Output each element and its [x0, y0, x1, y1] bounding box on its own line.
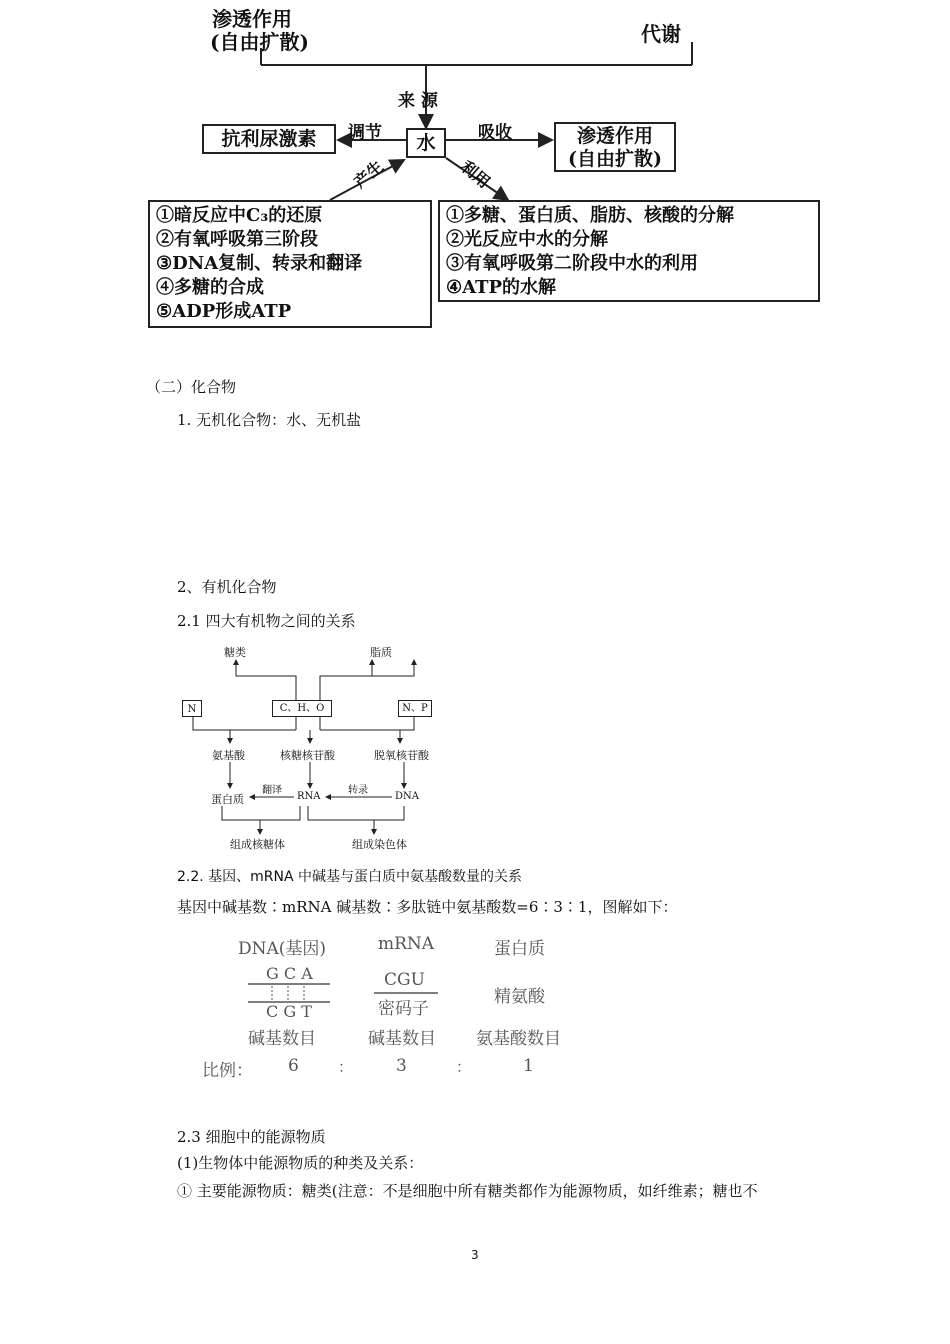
- section-compounds-heading: （二）化合物: [146, 378, 237, 396]
- produce-item: ⑤ADP形成ATP: [156, 301, 292, 322]
- organic-compounds-heading: 2、有机化合物: [177, 578, 277, 596]
- water-center-label: 水: [416, 132, 436, 154]
- source-label: 来 源: [398, 91, 438, 111]
- page-number: 3: [471, 1248, 479, 1262]
- deoxyribonucleotide-label: 脱氧核苷酸: [374, 749, 429, 762]
- produce-item: ②有氧呼吸第三阶段: [156, 229, 318, 250]
- footer-protein-count: 氨基酸数目: [476, 1029, 561, 1049]
- n-label: N: [187, 704, 197, 715]
- ratio-diagram: [0, 928, 950, 1088]
- produce-item: ④多糖的合成: [156, 277, 264, 298]
- header-mrna: mRNA: [378, 934, 435, 954]
- absorb-target-line2: (自由扩散): [568, 148, 662, 170]
- organic-2-1-heading: 2.1 四大有机物之间的关系: [177, 612, 356, 630]
- rna-label: RNA: [297, 791, 321, 802]
- ratio-label: 比例：: [202, 1061, 253, 1081]
- produce-item: ①暗反应中C₃的还原: [156, 205, 323, 226]
- lipid-label: 脂质: [370, 646, 392, 659]
- cho-label: C、H、O: [279, 703, 325, 714]
- top-left-source-line2: (自由扩散): [210, 30, 309, 54]
- ratio-value-dna: 6: [288, 1056, 299, 1076]
- ratio-value-mrna: 3: [396, 1056, 407, 1076]
- use-box: [438, 200, 820, 302]
- header-dna-gene: DNA(基因): [238, 939, 327, 959]
- osmosis-box: [554, 122, 676, 172]
- use-item: ②光反应中水的分解: [446, 229, 608, 250]
- amino-acid-arginine: 精氨酸: [494, 987, 545, 1007]
- use-item: ①多糖、蛋白质、脂肪、核酸的分解: [446, 205, 734, 226]
- footer-dna-count: 碱基数目: [248, 1029, 316, 1049]
- absorb-target-line1: 渗透作用: [576, 125, 653, 147]
- organic-diagram-connectors: [0, 640, 950, 855]
- transcription-label: 转录: [348, 785, 368, 796]
- top-right-source: 代谢: [641, 22, 681, 46]
- ribonucleotide-label: 核糖核苷酸: [280, 749, 335, 762]
- translation-label: 翻译: [262, 785, 282, 796]
- dna-label: DNA: [395, 791, 419, 802]
- ratio-colon: ：: [338, 1058, 354, 1076]
- cho-box: [272, 700, 332, 717]
- absorb-label: 吸收: [478, 123, 512, 143]
- organic-2-2-heading: 2.2. 基因、mRNA 中碱基与蛋白质中氨基酸数量的关系: [177, 869, 523, 885]
- dna-strand-lines: [0, 928, 950, 1028]
- dna-bottom-strand: C G T: [266, 1002, 312, 1021]
- sugar-label: 糖类: [224, 646, 246, 659]
- ratio-value-protein: 1: [523, 1056, 534, 1076]
- chromosome-label: 组成染色体: [352, 838, 407, 851]
- produce-label: 产生: [350, 156, 388, 192]
- regulate-target: 抗利尿激素: [221, 128, 317, 150]
- codon: CGU: [384, 970, 425, 990]
- amino-acid-label: 氨基酸: [212, 749, 245, 762]
- footer-mrna-count: 碱基数目: [368, 1029, 436, 1049]
- produce-box: [148, 200, 432, 328]
- produce-item: ③DNA复制、转录和翻译: [156, 253, 363, 274]
- use-item: ④ATP的水解: [446, 277, 557, 298]
- np-box: [398, 700, 432, 717]
- antidiuretic-hormone-box: [202, 124, 336, 154]
- ribosome-label: 组成核糖体: [230, 838, 285, 851]
- header-protein: 蛋白质: [494, 939, 545, 959]
- use-item: ③有氧呼吸第二阶段中水的利用: [446, 253, 698, 274]
- regulate-label: 调节: [348, 123, 382, 143]
- organic-2-3-heading: 2.3 细胞中的能源物质: [177, 1128, 326, 1146]
- organic-2-2-text: 基因中碱基数∶mRNA 碱基数∶多肽链中氨基酸数=6∶3∶1，图解如下：: [177, 898, 678, 916]
- top-left-source-line1: 渗透作用: [212, 7, 292, 31]
- inorganic-compounds-line: 1. 无机化合物：水、无机盐: [177, 411, 362, 429]
- water-diagram: [0, 0, 950, 340]
- organic-relations-diagram: [0, 640, 950, 855]
- ratio-colon: ：: [456, 1058, 472, 1076]
- use-label: 利用: [456, 156, 494, 192]
- protein-label: 蛋白质: [211, 793, 244, 806]
- water-center-box: [406, 128, 446, 158]
- organic-2-3-subheading: (1)生物体中能源物质的种类及关系：: [177, 1154, 424, 1172]
- codon-label: 密码子: [378, 999, 429, 1019]
- organic-2-3-line: ① 主要能源物质：糖类(注意：不是细胞中所有糖类都作为能源物质，如纤维素；糖也不: [177, 1182, 758, 1200]
- np-label: N、P: [402, 703, 428, 714]
- n-box: [182, 700, 202, 717]
- dna-top-strand: G C A: [266, 964, 313, 983]
